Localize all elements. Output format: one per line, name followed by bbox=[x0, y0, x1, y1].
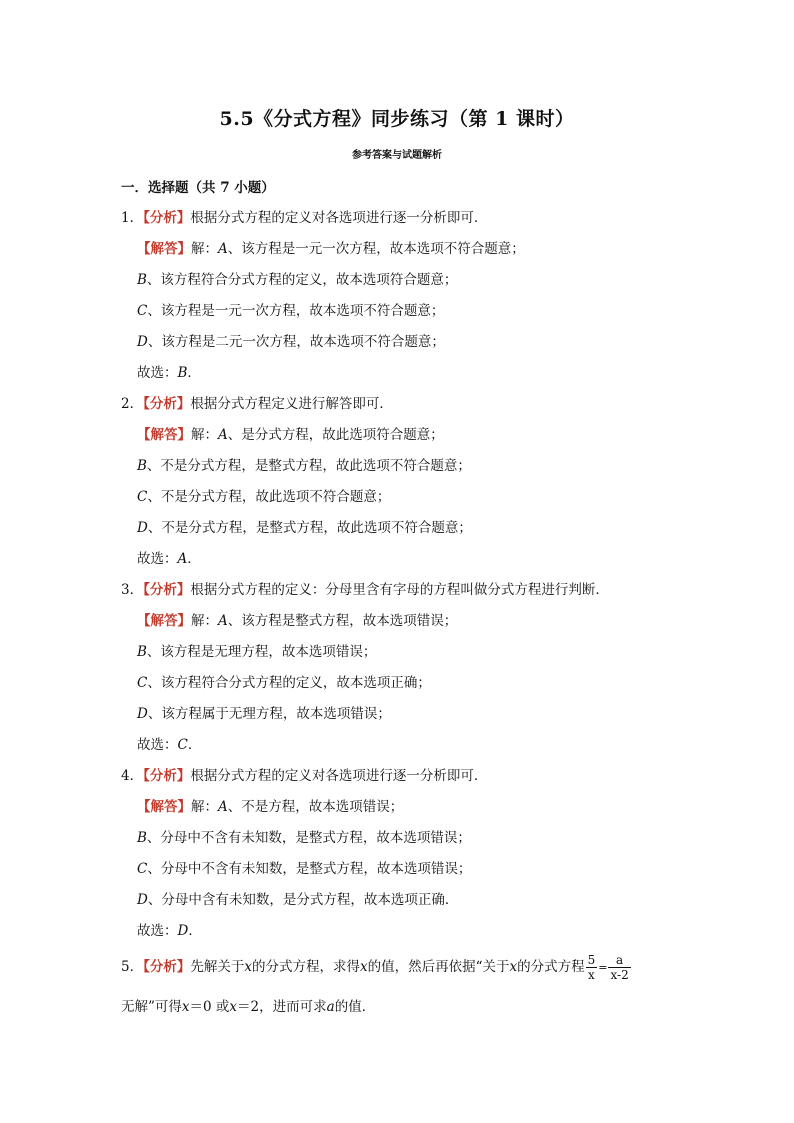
q3-choice bbox=[137, 736, 201, 754]
analysis-tag: 【分析】 bbox=[143, 210, 191, 226]
option-text: 、不是分式方程，是整式方程，故此选项不符合题意； bbox=[147, 520, 472, 536]
option-text: 、该方程是无理方程，故本选项错误； bbox=[146, 644, 377, 660]
q1-analysis-text: 根据分式方程的定义对各选项进行逐一分析即可． bbox=[190, 210, 488, 226]
q3-number: 3． bbox=[121, 582, 144, 598]
choice-end: ． bbox=[187, 737, 202, 753]
q3-answer-c bbox=[137, 674, 431, 692]
option-letter: B bbox=[137, 458, 147, 474]
answer-prefix: 解： bbox=[191, 613, 218, 629]
fraction-numerator: a bbox=[608, 953, 630, 968]
option-text: 、该方程符合分式方程的定义，故本选项正确； bbox=[147, 675, 431, 691]
choice-letter: B bbox=[177, 365, 188, 381]
q5-text: 先解关于 bbox=[190, 959, 245, 975]
answer-prefix: 解： bbox=[191, 799, 218, 815]
option-letter: D bbox=[137, 892, 148, 908]
q4-answer-b bbox=[137, 829, 471, 847]
choice-end: ． bbox=[187, 365, 201, 381]
fraction-a-over-x-minus-2 bbox=[608, 953, 630, 982]
choice-letter: C bbox=[177, 737, 188, 753]
q2-answer-d bbox=[137, 519, 472, 537]
answer-tag: 【解答】 bbox=[137, 799, 191, 815]
answer-prefix: 解： bbox=[191, 427, 218, 443]
choice-label: 故选： bbox=[137, 737, 178, 753]
option-letter: D bbox=[137, 520, 148, 536]
option-text: 、该方程属于无理方程，故本选项错误； bbox=[147, 706, 391, 722]
q5-text: ＝0 或 bbox=[189, 999, 230, 1015]
option-letter: A bbox=[218, 241, 228, 257]
analysis-tag: 【分析】 bbox=[143, 959, 191, 975]
option-letter: C bbox=[137, 303, 148, 319]
section-heading: 一．选择题（共 7 小题） bbox=[121, 180, 275, 196]
q1-answer-a bbox=[137, 240, 525, 258]
option-letter: A bbox=[218, 427, 228, 443]
q3-analysis-text: 根据分式方程的定义：分母里含有字母的方程叫做分式方程进行判断． bbox=[190, 582, 609, 598]
q2-answer-b bbox=[137, 457, 471, 475]
q4-answer-d bbox=[137, 891, 458, 909]
variable-x: x bbox=[359, 959, 368, 975]
fraction-denominator: x-2 bbox=[610, 968, 629, 982]
option-text: 、不是分式方程，故此选项不符合题意； bbox=[147, 489, 391, 505]
option-letter: A bbox=[218, 799, 228, 815]
q5-number: 5． bbox=[121, 959, 144, 975]
q4-number: 4． bbox=[121, 768, 144, 784]
q1-analysis bbox=[121, 209, 487, 227]
variable-x: x bbox=[244, 959, 252, 975]
choice-label: 故选： bbox=[137, 923, 178, 939]
answer-tag: 【解答】 bbox=[137, 241, 191, 257]
choice-letter: D bbox=[177, 923, 189, 939]
option-text: 、该方程是二元一次方程，故本选项不符合题意； bbox=[147, 334, 445, 350]
variable-x: x bbox=[509, 959, 518, 975]
answer-tag: 【解答】 bbox=[137, 613, 191, 629]
option-text: 、分母中不含有未知数，是整式方程，故本选项错误； bbox=[146, 830, 471, 846]
q3-answer-a bbox=[137, 612, 457, 630]
q1-choice bbox=[137, 364, 201, 382]
q1-answer-c bbox=[137, 302, 444, 320]
option-text: 、分母中含有未知数，是分式方程，故本选项正确． bbox=[147, 892, 459, 908]
answer-prefix: 解： bbox=[191, 241, 218, 257]
variable-a: a bbox=[326, 999, 335, 1015]
option-letter: C bbox=[137, 489, 148, 505]
analysis-tag: 【分析】 bbox=[143, 396, 191, 412]
option-text: 、该方程是一元一次方程，故本选项不符合题意； bbox=[227, 241, 525, 257]
option-text: 、该方程符合分式方程的定义，故本选项符合题意； bbox=[146, 272, 458, 288]
q5-text: 无解”可得 bbox=[121, 999, 182, 1015]
q5-analysis-cont bbox=[121, 998, 375, 1016]
variable-x: x bbox=[229, 999, 238, 1015]
q5-text: 的值． bbox=[334, 999, 376, 1015]
q5-text: 的分式方程 bbox=[517, 959, 585, 975]
option-text: 、是分式方程，故此选项符合题意； bbox=[227, 427, 444, 443]
q3-answer-b bbox=[137, 643, 376, 661]
choice-letter: A bbox=[177, 551, 188, 567]
q3-analysis bbox=[121, 581, 609, 599]
q4-analysis bbox=[121, 767, 487, 785]
option-text: 、不是方程，故本选项错误； bbox=[227, 799, 404, 815]
equals-sign: = bbox=[598, 961, 608, 974]
fraction-numerator: 5 bbox=[587, 953, 596, 967]
option-letter: C bbox=[137, 861, 148, 877]
option-letter: D bbox=[137, 334, 148, 350]
option-letter: D bbox=[137, 706, 148, 722]
choice-end: ． bbox=[187, 551, 201, 567]
q2-analysis bbox=[121, 395, 393, 413]
fraction-denominator: x bbox=[588, 968, 595, 982]
q5-analysis bbox=[121, 953, 632, 982]
q1-number: 1． bbox=[121, 210, 144, 226]
fraction-five-over-x bbox=[586, 953, 598, 982]
option-text: 、该方程是整式方程，故本选项错误； bbox=[227, 613, 458, 629]
q2-number: 2． bbox=[121, 396, 144, 412]
option-text: 、不是分式方程，是整式方程，故此选项不符合题意； bbox=[146, 458, 471, 474]
q2-answer-c bbox=[137, 488, 390, 506]
option-letter: B bbox=[137, 830, 147, 846]
q3-answer-d bbox=[137, 705, 391, 723]
q4-answer-a bbox=[137, 798, 403, 816]
q2-choice bbox=[137, 550, 201, 568]
q1-answer-d bbox=[137, 333, 445, 351]
choice-label: 故选： bbox=[137, 365, 178, 381]
q4-analysis-text: 根据分式方程的定义对各选项进行逐一分析即可． bbox=[190, 768, 488, 784]
page-subtitle: 参考答案与试题解析 bbox=[352, 150, 442, 161]
q5-text: 的分式方程，求得 bbox=[251, 959, 360, 975]
q2-answer-a bbox=[137, 426, 444, 444]
option-text: 、分母中不含有未知数，是整式方程，故本选项错误； bbox=[147, 861, 472, 877]
answer-tag: 【解答】 bbox=[137, 427, 191, 443]
q2-analysis-text: 根据分式方程定义进行解答即可． bbox=[190, 396, 393, 412]
analysis-tag: 【分析】 bbox=[143, 768, 191, 784]
q4-choice bbox=[137, 922, 202, 940]
q1-answer-b bbox=[137, 271, 457, 289]
q4-answer-c bbox=[137, 860, 471, 878]
option-letter: B bbox=[137, 272, 147, 288]
option-letter: A bbox=[218, 613, 228, 629]
page-title: 5.5《分式方程》同步练习（第 1 课时） bbox=[219, 108, 575, 130]
option-letter: C bbox=[137, 675, 148, 691]
choice-label: 故选： bbox=[137, 551, 178, 567]
option-letter: B bbox=[137, 644, 147, 660]
variable-x: x bbox=[181, 999, 190, 1015]
option-text: 、该方程是一元一次方程，故本选项不符合题意； bbox=[147, 303, 445, 319]
analysis-tag: 【分析】 bbox=[143, 582, 191, 598]
q5-text: 的值，然后再依据“关于 bbox=[367, 959, 510, 975]
choice-end: ． bbox=[188, 923, 202, 939]
q5-text: ＝2，进而可求 bbox=[237, 999, 327, 1015]
